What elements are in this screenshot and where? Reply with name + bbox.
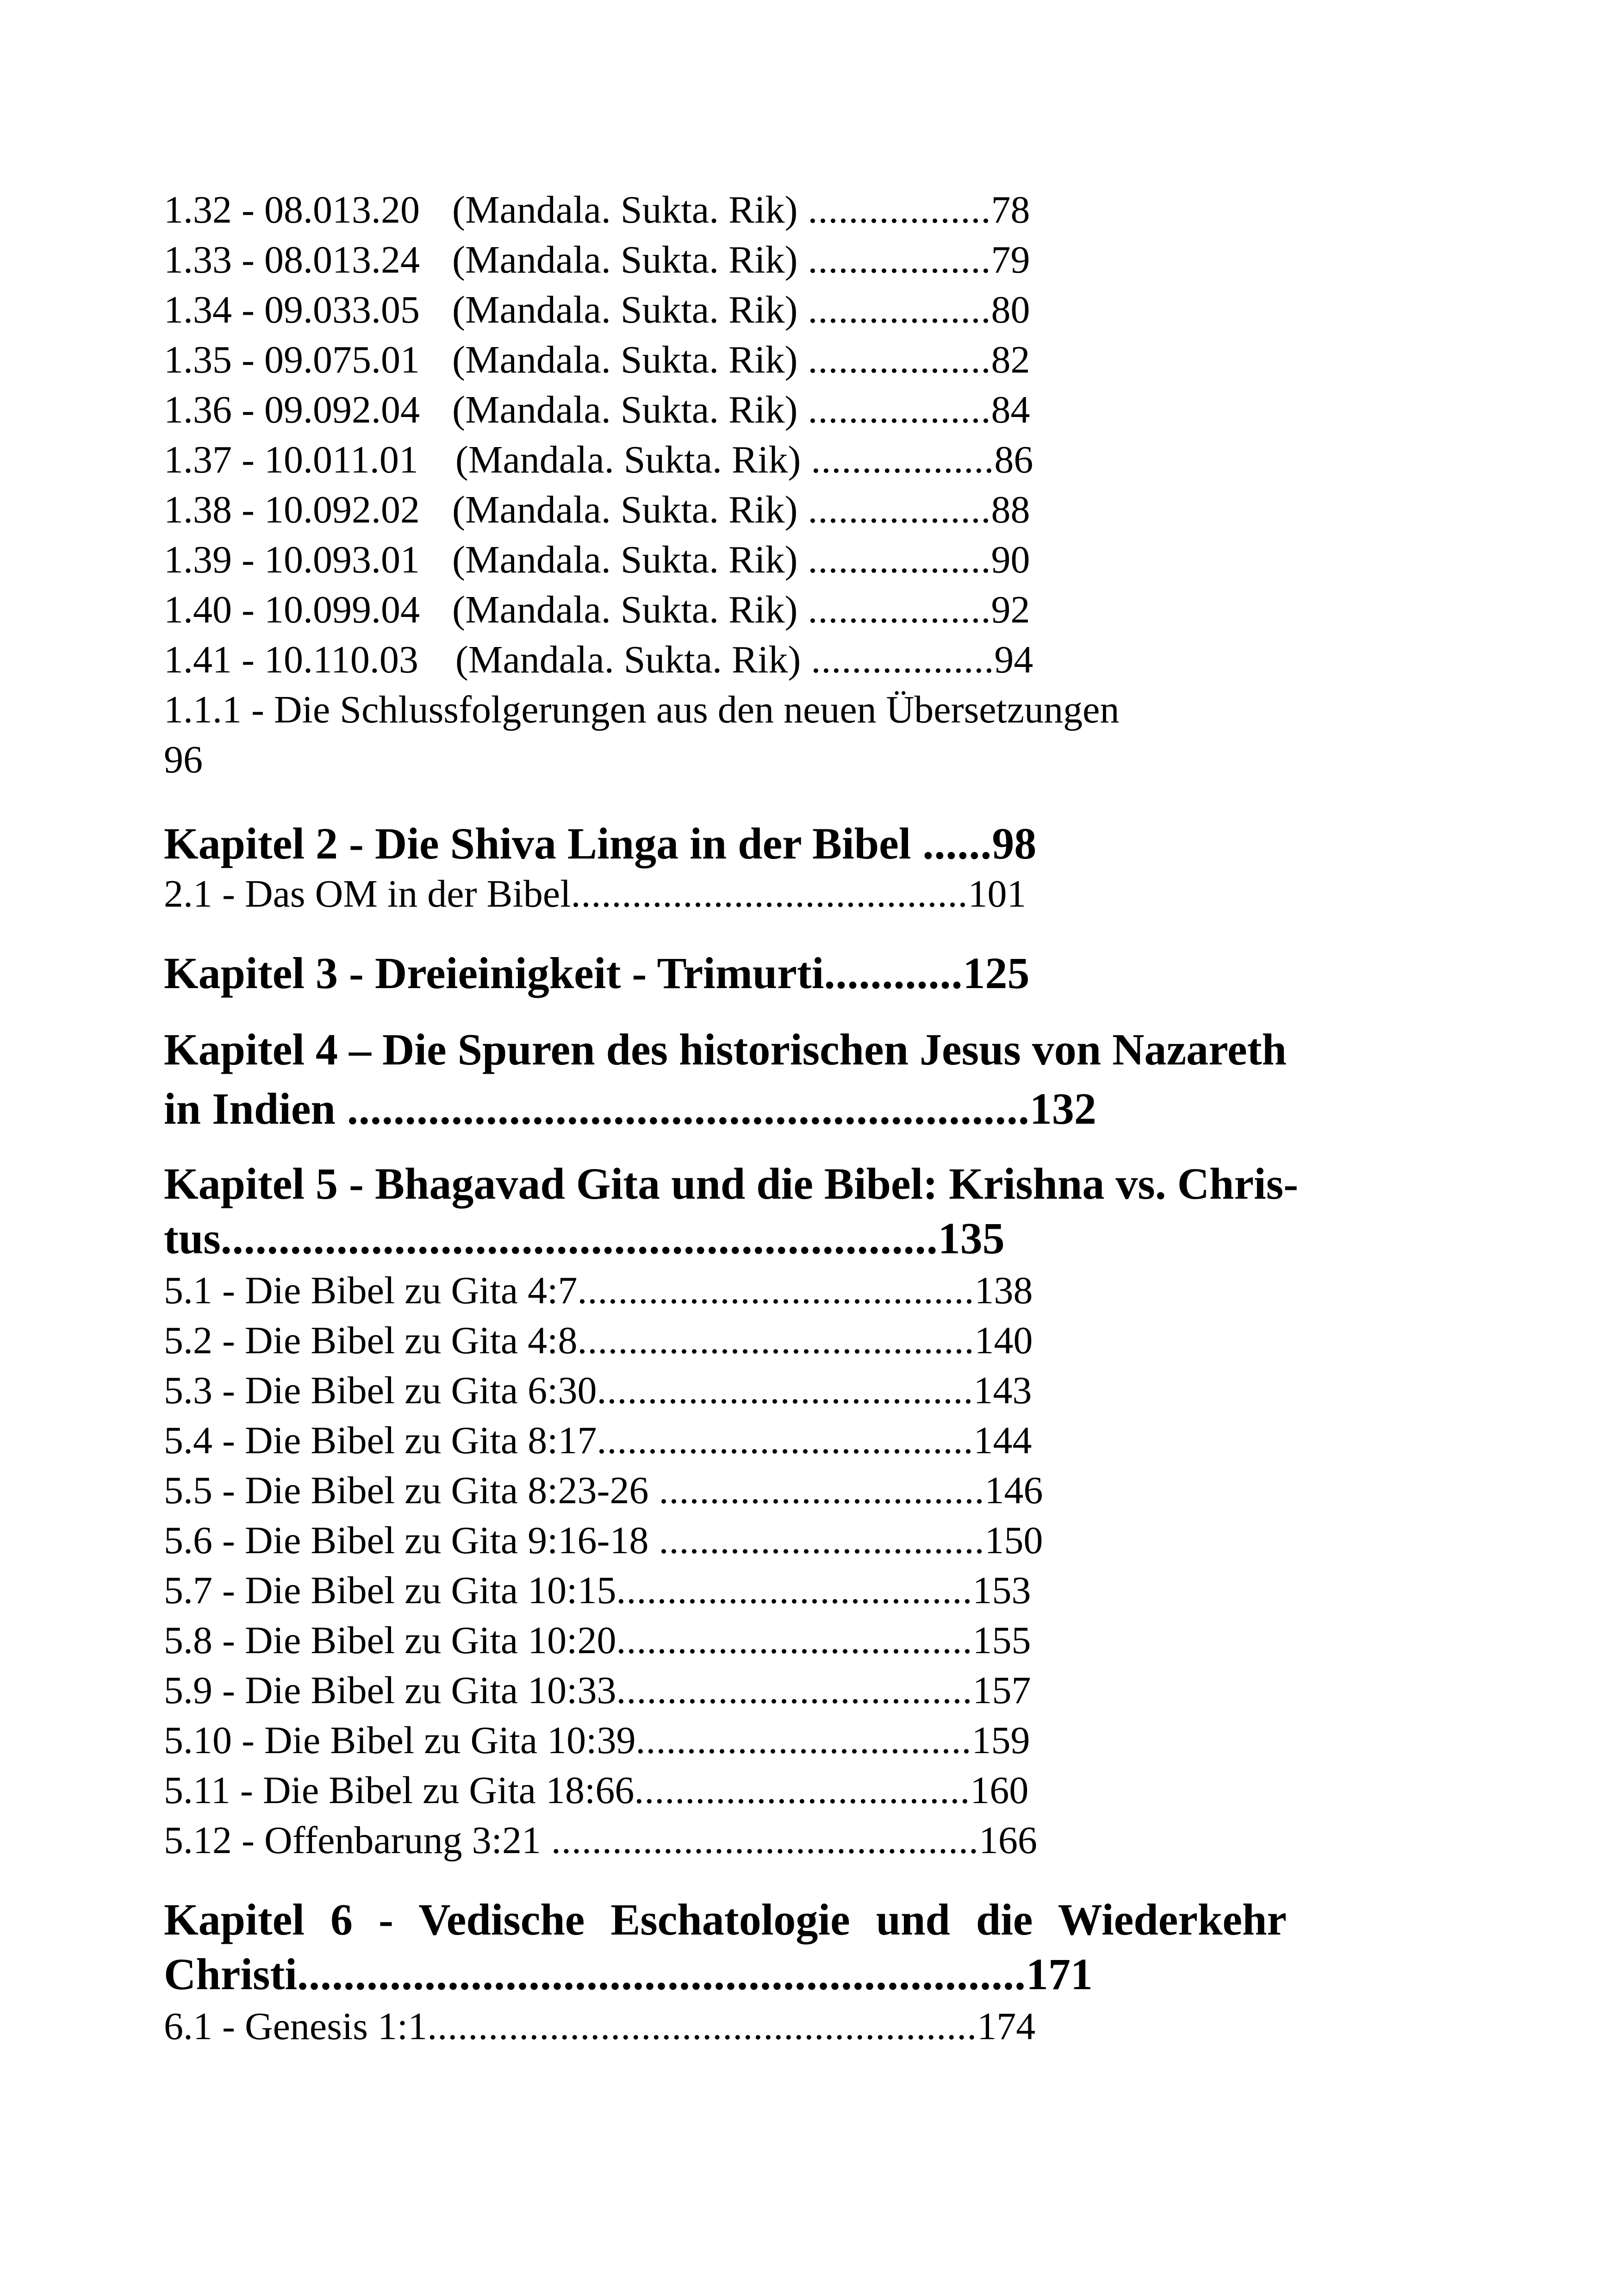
toc-entry-conclusions-page: 96 <box>164 738 203 781</box>
toc-entry: 5.7 - Die Bibel zu Gita 10:15...................................153 <box>164 1569 1031 1612</box>
toc-entry: 1.36 - 09.092.04 (Mandala. Sukta. Rik) ..................84 <box>164 388 1030 431</box>
toc-chapter-3: Kapitel 3 - Dreieinigkeit - Trimurti............125 <box>164 948 1030 998</box>
toc-entry: 1.39 - 10.093.01 (Mandala. Sukta. Rik) ..................90 <box>164 538 1030 581</box>
toc-entry: 2.1 - Das OM in der Bibel.......................................101 <box>164 872 1027 915</box>
toc-chapter-6-cont: Christi...............................................................171 <box>164 1949 1093 1999</box>
toc-entry: 1.32 - 08.013.20 (Mandala. Sukta. Rik) ..................78 <box>164 188 1030 231</box>
toc-chapter-2: Kapitel 2 - Die Shiva Linga in der Bibel ......98 <box>164 819 1037 868</box>
toc-entry: 5.11 - Die Bibel zu Gita 18:66.................................160 <box>164 1769 1029 1812</box>
toc-entry: 1.41 - 10.110.03 (Mandala. Sukta. Rik) ..................94 <box>164 638 1033 681</box>
toc-entry: 5.12 - Offenbarung 3:21 ..........................................166 <box>164 1819 1037 1862</box>
toc-entry: 5.10 - Die Bibel zu Gita 10:39.................................159 <box>164 1719 1030 1762</box>
toc-chapter-4: Kapitel 4 – Die Spuren des historischen Jesus von Nazareth <box>164 1025 1287 1074</box>
toc-entry: 1.37 - 10.011.01 (Mandala. Sukta. Rik) ..................86 <box>164 438 1033 481</box>
toc-chapter-5-cont: tus..............................................................135 <box>164 1213 1005 1263</box>
toc-entry: 1.40 - 10.099.04 (Mandala. Sukta. Rik) ..................92 <box>164 588 1030 631</box>
toc-chapter-6: Kapitel 6 - Vedische Eschatologie und die Wiederkehr <box>164 1895 1287 1944</box>
toc-chapter-5: Kapitel 5 - Bhagavad Gita und die Bibel: Krishna vs. Chris- <box>164 1159 1299 1208</box>
toc-entry: 5.1 - Die Bibel zu Gita 4:7.......................................138 <box>164 1269 1033 1312</box>
toc-chapter-4-cont: in Indien ...........................................................132 <box>164 1084 1096 1133</box>
toc-entry: 5.8 - Die Bibel zu Gita 10:20...................................155 <box>164 1619 1031 1662</box>
toc-entry: 1.33 - 08.013.24 (Mandala. Sukta. Rik) ..................79 <box>164 238 1030 281</box>
toc-entry-conclusions: 1.1.1 - Die Schlussfolgerungen aus den neuen Übersetzungen <box>164 688 1120 731</box>
toc-entry: 5.3 - Die Bibel zu Gita 6:30.....................................143 <box>164 1369 1032 1412</box>
toc-entry: 5.5 - Die Bibel zu Gita 8:23-26 ................................146 <box>164 1469 1043 1512</box>
toc-entry: 5.2 - Die Bibel zu Gita 4:8.......................................140 <box>164 1319 1033 1362</box>
toc-entry: 1.34 - 09.033.05 (Mandala. Sukta. Rik) ..................80 <box>164 288 1030 331</box>
toc-entry: 5.9 - Die Bibel zu Gita 10:33...................................157 <box>164 1669 1031 1712</box>
toc-entry: 1.35 - 09.075.01 (Mandala. Sukta. Rik) ..................82 <box>164 338 1030 381</box>
toc-entry: 6.1 - Genesis 1:1......................................................174 <box>164 2005 1036 2048</box>
toc-entry: 5.6 - Die Bibel zu Gita 9:16-18 ................................150 <box>164 1519 1043 1562</box>
toc-entry: 1.38 - 10.092.02 (Mandala. Sukta. Rik) ..................88 <box>164 488 1030 531</box>
toc-entry: 5.4 - Die Bibel zu Gita 8:17.....................................144 <box>164 1419 1032 1462</box>
